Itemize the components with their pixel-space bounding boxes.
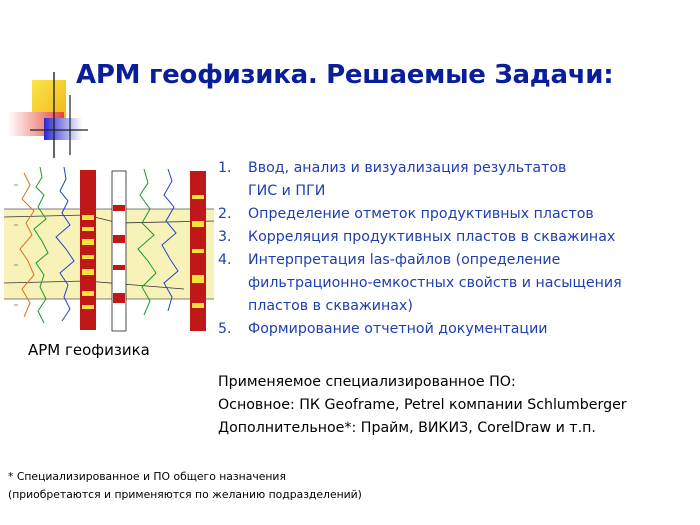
footnote <box>8 468 528 504</box>
task-text: Ввод, анализ и визуализация результатов <box>248 160 567 176</box>
task-text: Определение отметок продуктивных пластов <box>248 206 594 222</box>
task-item-4 <box>218 249 688 318</box>
task-number: 3. <box>218 229 232 245</box>
task-item-2 <box>218 203 688 226</box>
task-number: 1. <box>218 160 232 176</box>
software-section <box>218 371 696 440</box>
footnote-line-2: (приобретаются и применяются по желанию подразделений) <box>8 488 362 501</box>
footnote-line-1: * Специализированное и ПО общего назначения <box>8 470 286 483</box>
well-log-image <box>4 165 214 340</box>
software-heading: Применяемое специализированное ПО: <box>218 374 516 390</box>
task-number: 5. <box>218 321 232 337</box>
task-text-continued: ГИС и ПГИ <box>248 183 326 199</box>
tasks-list <box>218 157 688 341</box>
well-log-graphic <box>4 165 214 335</box>
task-item-5 <box>218 318 688 341</box>
task-text: Формирование отчетной документации <box>248 321 548 337</box>
task-number: 2. <box>218 206 232 222</box>
task-item-3 <box>218 226 688 249</box>
task-text-continued: пластов в скважинах) <box>248 298 413 314</box>
software-additional: Дополнительное*: Прайм, ВИКИЗ, CorelDraw и т.п. <box>218 420 596 436</box>
task-number: 4. <box>218 252 232 268</box>
task-text: Интерпретация las-файлов (определение <box>248 252 561 268</box>
software-main: Основное: ПК Geoframe, Petrel компании Schlumberger <box>218 397 627 413</box>
task-text: Корреляция продуктивных пластов в скважинах <box>248 229 616 245</box>
page-title: АРМ геофизика. Решаемые Задачи: <box>76 60 614 90</box>
task-text-continued: фильтрационно-емкостных свойств и насыщения <box>248 275 622 291</box>
task-item-1 <box>218 157 688 203</box>
log-image-caption: АРМ геофизика <box>28 341 150 359</box>
